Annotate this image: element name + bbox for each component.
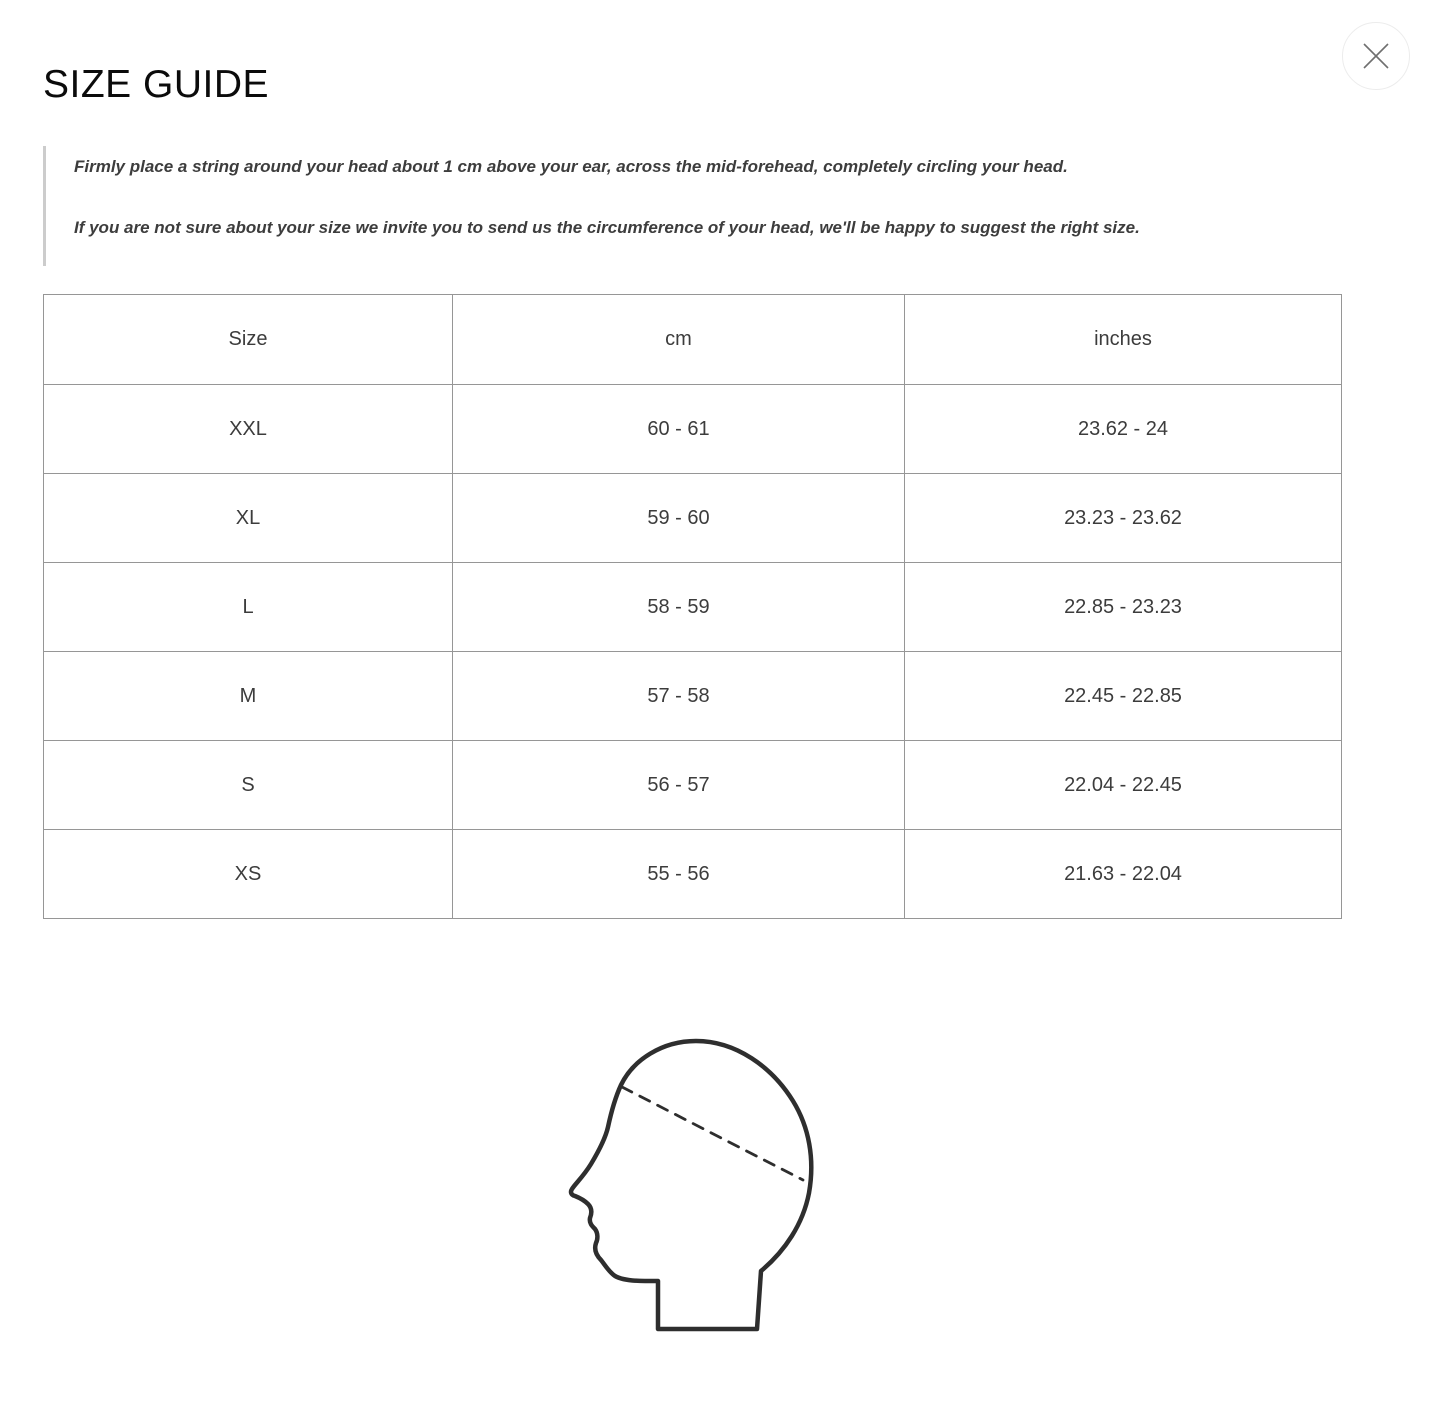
inches-cell: 23.23 - 23.62 xyxy=(905,474,1342,563)
measurement-instructions xyxy=(43,146,1402,266)
inches-cell: 22.04 - 22.45 xyxy=(905,741,1342,830)
inches-cell: 22.85 - 23.23 xyxy=(905,563,1342,652)
size-cell: XS xyxy=(44,830,453,919)
cm-cell: 58 - 59 xyxy=(453,563,905,652)
inches-cell: 23.62 - 24 xyxy=(905,385,1342,474)
close-icon xyxy=(1361,41,1391,71)
page-title: SIZE GUIDE xyxy=(43,63,270,106)
inches-cell: 22.45 - 22.85 xyxy=(905,652,1342,741)
inches-cell: 21.63 - 22.04 xyxy=(905,830,1342,919)
cm-cell: 59 - 60 xyxy=(453,474,905,563)
size-cell: XL xyxy=(44,474,453,563)
table-row xyxy=(44,830,1342,919)
column-header-cm: cm xyxy=(453,295,905,385)
illustration-container xyxy=(13,1037,1372,1337)
measurement-dash-line xyxy=(622,1087,803,1180)
table-header-row xyxy=(44,295,1342,385)
cm-cell: 56 - 57 xyxy=(453,741,905,830)
close-button[interactable] xyxy=(1342,22,1410,90)
cm-cell: 60 - 61 xyxy=(453,385,905,474)
size-cell: L xyxy=(44,563,453,652)
size-table xyxy=(43,294,1342,919)
instruction-line-2: If you are not sure about your size we invite you to send us the circumference of your head, we'll be happy to suggest the right size. xyxy=(74,217,1140,237)
table-row xyxy=(44,741,1342,830)
table-row xyxy=(44,385,1342,474)
cm-cell: 55 - 56 xyxy=(453,830,905,919)
table-row xyxy=(44,652,1342,741)
column-header-inches: inches xyxy=(905,295,1342,385)
column-header-size: Size xyxy=(44,295,453,385)
instruction-line-1: Firmly place a string around your head about 1 cm above your ear, across the mid-forehead, completely circling your head. xyxy=(74,157,1068,176)
head-profile-outline xyxy=(571,1041,811,1329)
size-cell: S xyxy=(44,741,453,830)
size-cell: XXL xyxy=(44,385,453,474)
table-row xyxy=(44,474,1342,563)
table-row xyxy=(44,563,1342,652)
size-cell: M xyxy=(44,652,453,741)
head-measurement-illustration xyxy=(565,1037,820,1337)
cm-cell: 57 - 58 xyxy=(453,652,905,741)
